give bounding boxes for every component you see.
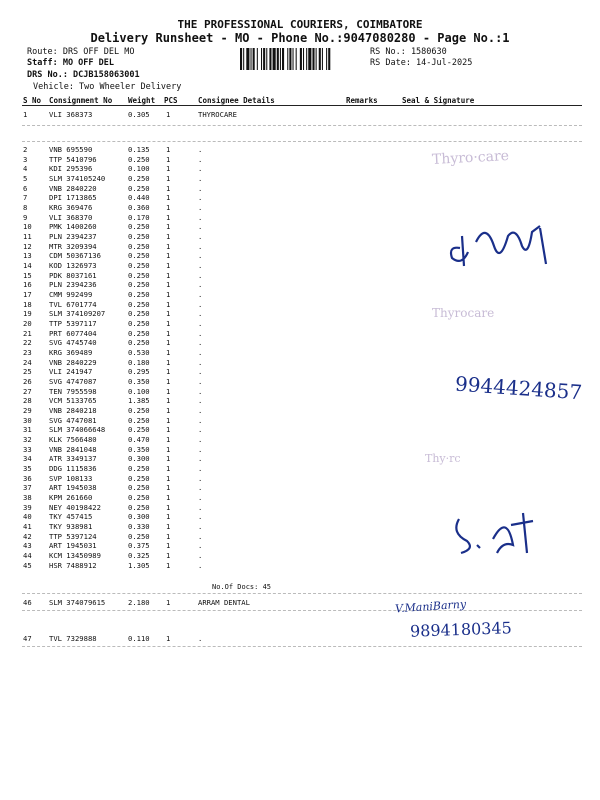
cell-consignment: TVL 7329888 [49,634,97,643]
cell-weight: 0.250 [128,299,150,309]
cell-sno: 30 [23,415,32,425]
cell-consignment: KRG 369489 [49,348,93,358]
cell-pcs: 1 [166,212,171,222]
cell-consignment: ART 1945038 [49,483,97,493]
table-row [0,435,600,444]
cell-weight: 0.250 [128,415,150,425]
cell-sno: 8 [23,203,28,213]
cell-consignee: . [198,531,203,541]
cell-consignee: . [198,203,203,213]
cell-sno: 14 [23,261,32,271]
cell-weight: 0.250 [128,174,150,183]
table-row [0,464,600,473]
cell-pcs: 1 [166,541,171,551]
cell-weight: 0.110 [128,634,150,643]
cell-sno: 25 [23,367,32,377]
cell-sno: 28 [23,396,32,406]
cell-consignee: . [198,454,203,464]
cell-weight: 0.250 [128,406,150,416]
cell-consignee: . [198,560,203,570]
cell-sno: 1 [23,110,28,119]
cell-consignment: SLM 374066648 [49,425,106,435]
cell-weight: 1.305 [128,560,150,570]
cell-weight: 0.300 [128,454,150,464]
table-row [0,164,600,173]
cell-consignment: CMM 992499 [49,290,93,300]
cell-pcs: 1 [166,261,171,271]
cell-weight: 0.250 [128,483,150,493]
cell-sno: 13 [23,251,32,261]
cell-consignment: VLI 368373 [49,110,93,119]
stamp-mark: Thyro·care [431,147,510,169]
cell-consignment: VNB 2840220 [49,183,97,193]
cell-consignment: KOD 1326973 [49,261,97,271]
cell-consignment: VNB 2840218 [49,406,97,416]
rs-number: RS No.: 1580630 [370,47,447,57]
cell-pcs: 1 [166,464,171,474]
cell-sno: 27 [23,386,32,396]
cell-sno: 7 [23,193,28,203]
cell-weight: 0.440 [128,193,150,203]
cell-sno: 18 [23,299,32,309]
cell-pcs: 1 [166,406,171,416]
table-row [0,290,600,299]
row-separator [22,141,582,142]
cell-pcs: 1 [166,396,171,406]
no-of-docs: No.Of Docs: 45 [212,583,272,591]
cell-sno: 37 [23,483,32,493]
cell-pcs: 1 [166,522,171,532]
cell-weight: 0.250 [128,502,150,512]
cell-pcs: 1 [166,348,171,358]
cell-pcs: 1 [166,299,171,309]
cell-consignment: TKY 457415 [49,512,93,522]
table-row [0,474,600,483]
cell-sno: 42 [23,531,32,541]
cell-pcs: 1 [166,164,171,174]
cell-consignee: . [198,241,203,251]
cell-consignee: . [198,280,203,290]
cell-pcs: 1 [166,598,171,607]
cell-consignment: KDI 295396 [49,164,93,174]
table-row [0,203,600,212]
cell-sno: 46 [23,598,32,607]
table-row [0,493,600,502]
cell-consignment: KCM 13450989 [49,551,101,561]
cell-consignment: ATR 3349137 [49,454,97,464]
cell-consignment: TTP 5410796 [49,154,97,164]
cell-sno: 39 [23,502,32,512]
cell-weight: 0.250 [128,154,150,164]
cell-sno: 23 [23,348,32,358]
table-row [0,309,600,318]
cell-consignment: PLN 2394237 [49,232,97,242]
cell-weight: 0.375 [128,541,150,551]
cell-weight: 0.325 [128,551,150,561]
row-separator [22,125,582,126]
handwritten-phone-2: 9894180345 [409,618,513,641]
cell-sno: 10 [23,222,32,232]
cell-consignment: TVL 6701774 [49,299,97,309]
cell-weight: 0.135 [128,145,150,154]
cell-consignment: KLK 7566480 [49,435,97,445]
table-row [0,348,600,357]
cell-weight: 0.530 [128,348,150,358]
cell-pcs: 1 [166,338,171,348]
cell-pcs: 1 [166,502,171,512]
cell-weight: 0.250 [128,241,150,251]
cell-pcs: 1 [166,377,171,387]
cell-sno: 35 [23,464,32,474]
cell-pcs: 1 [166,110,171,119]
cell-pcs: 1 [166,241,171,251]
cell-consignee: . [198,522,203,532]
cell-consignee: . [198,174,203,183]
cell-weight: 0.250 [128,261,150,271]
table-row [0,406,600,415]
cell-sno: 12 [23,241,32,251]
cell-consignee: . [198,415,203,425]
cell-weight: 0.250 [128,464,150,474]
cell-consignee: . [198,338,203,348]
cell-consignee: . [198,377,203,387]
cell-consignee: . [198,154,203,164]
cell-consignment: VLI 368370 [49,212,93,222]
company-title: THE PROFESSIONAL COURIERS, COIMBATORE [177,18,423,31]
cell-pcs: 1 [166,551,171,561]
cell-consignee: . [198,425,203,435]
cell-pcs: 1 [166,435,171,445]
cell-consignment: PDK 8037161 [49,270,97,280]
cell-consignee: . [198,512,203,522]
cell-consignee: . [198,473,203,483]
cell-weight: 0.350 [128,444,150,454]
cell-weight: 0.250 [128,425,150,435]
cell-consignment: SVG 4745740 [49,338,97,348]
cell-sno: 3 [23,154,28,164]
cell-consignment: KPM 261660 [49,493,93,503]
stamp-mark: Thy·rc [425,452,461,465]
cell-sno: 19 [23,309,32,319]
cell-pcs: 1 [166,531,171,541]
cell-weight: 0.250 [128,309,150,319]
cell-consignee: . [198,464,203,474]
barcode [240,48,362,70]
cell-consignee: ARRAM DENTAL [198,598,250,607]
cell-pcs: 1 [166,280,171,290]
cell-consignee: . [198,493,203,503]
col-remarks: Remarks [346,96,378,105]
cell-pcs: 1 [166,232,171,242]
cell-weight: 0.100 [128,386,150,396]
cell-consignee: . [198,328,203,338]
table-row [0,184,600,193]
cell-sno: 24 [23,357,32,367]
cell-consignee: . [198,367,203,377]
table-row [0,483,600,492]
cell-weight: 0.250 [128,232,150,242]
cell-consignee: . [198,357,203,367]
signature-2 [445,505,555,555]
handwritten-signature-46: V.ManiBarny [394,597,467,616]
cell-consignment: CDM 50367136 [49,251,101,261]
table-row [0,193,600,202]
cell-consignment: TTP 5397124 [49,531,97,541]
stamp-mark: Thyrocare [432,306,495,320]
cell-consignee: . [198,251,203,261]
cell-sno: 47 [23,634,32,643]
table-row [0,110,600,119]
cell-weight: 0.250 [128,280,150,290]
cell-consignment: ART 1945031 [49,541,97,551]
table-row [0,445,600,454]
cell-consignment: VCM 5133765 [49,396,97,406]
cell-consignee: . [198,299,203,309]
cell-pcs: 1 [166,634,171,643]
cell-consignee: . [198,164,203,174]
cell-weight: 0.250 [128,270,150,280]
handwritten-phone-1: 9944424857 [454,371,583,405]
cell-weight: 0.305 [128,110,150,119]
cell-consignee: THYROCARE [198,110,237,119]
cell-pcs: 1 [166,193,171,203]
cell-sno: 5 [23,174,28,183]
cell-consignee: . [198,502,203,512]
signature-1 [440,218,580,268]
cell-consignment: SLM 374109207 [49,309,106,319]
cell-consignee: . [198,435,203,445]
staff-label: Staff: MO OFF DEL [27,58,114,68]
cell-pcs: 1 [166,386,171,396]
cell-pcs: 1 [166,319,171,329]
cell-sno: 45 [23,560,32,570]
cell-pcs: 1 [166,473,171,483]
table-row [0,329,600,338]
cell-weight: 0.330 [128,522,150,532]
header-divider [22,105,582,106]
cell-weight: 0.250 [128,319,150,329]
cell-pcs: 1 [166,222,171,232]
cell-sno: 41 [23,522,32,532]
cell-weight: 0.350 [128,377,150,387]
cell-consignee: . [198,261,203,271]
cell-consignee: . [198,183,203,193]
table-row [0,416,600,425]
cell-weight: 0.470 [128,435,150,445]
cell-consignee: . [198,396,203,406]
cell-weight: 0.250 [128,493,150,503]
cell-weight: 0.170 [128,212,150,222]
cell-consignment: SVP 108133 [49,473,93,483]
cell-sno: 31 [23,425,32,435]
cell-pcs: 1 [166,203,171,213]
cell-consignment: PMK 1400260 [49,222,97,232]
table-row [0,425,600,434]
cell-sno: 9 [23,212,28,222]
cell-pcs: 1 [166,512,171,522]
table-row [0,280,600,289]
col-weight: Weight [128,96,156,105]
cell-weight: 2.180 [128,598,150,607]
table-row [0,271,600,280]
cell-consignee: . [198,145,203,154]
cell-pcs: 1 [166,290,171,300]
cell-consignment: TTP 5397117 [49,319,97,329]
cell-weight: 0.250 [128,328,150,338]
table-row [0,145,600,154]
cell-consignee: . [198,270,203,280]
cell-pcs: 1 [166,309,171,319]
cell-consignee: . [198,444,203,454]
cell-consignment: SVG 4747087 [49,377,97,387]
cell-sno: 29 [23,406,32,416]
cell-consignee: . [198,483,203,493]
cell-consignee: . [198,348,203,358]
cell-consignee: . [198,319,203,329]
cell-sno: 11 [23,232,32,242]
cell-sno: 17 [23,290,32,300]
cell-consignment: HSR 7488912 [49,560,97,570]
col-consignment: Consignment No [49,96,113,105]
row-separator [22,593,582,594]
cell-sno: 43 [23,541,32,551]
cell-sno: 38 [23,493,32,503]
route-label: Route: DRS OFF DEL MO [27,47,135,57]
cell-pcs: 1 [166,328,171,338]
cell-consignee: . [198,309,203,319]
table-row [0,174,600,183]
cell-sno: 21 [23,328,32,338]
cell-weight: 1.385 [128,396,150,406]
cell-pcs: 1 [166,357,171,367]
cell-consignee: . [198,541,203,551]
cell-pcs: 1 [166,270,171,280]
cell-pcs: 1 [166,483,171,493]
cell-sno: 32 [23,435,32,445]
cell-sno: 15 [23,270,32,280]
cell-sno: 16 [23,280,32,290]
cell-weight: 0.250 [128,183,150,193]
cell-pcs: 1 [166,154,171,164]
cell-pcs: 1 [166,425,171,435]
cell-consignment: MTR 3209394 [49,241,97,251]
cell-pcs: 1 [166,183,171,193]
table-row [0,338,600,347]
cell-consignment: DDG 1115836 [49,464,97,474]
col-pcs: PCS [164,96,178,105]
cell-sno: 36 [23,473,32,483]
cell-pcs: 1 [166,174,171,183]
cell-sno: 26 [23,377,32,387]
cell-sno: 40 [23,512,32,522]
cell-weight: 0.100 [128,164,150,174]
cell-consignee: . [198,193,203,203]
cell-weight: 0.180 [128,357,150,367]
cell-consignment: VLI 241947 [49,367,93,377]
cell-sno: 20 [23,319,32,329]
cell-weight: 0.250 [128,473,150,483]
cell-weight: 0.250 [128,222,150,232]
table-row [0,319,600,328]
cell-weight: 0.300 [128,512,150,522]
cell-pcs: 1 [166,415,171,425]
cell-consignment: SVG 4747081 [49,415,97,425]
cell-consignee: . [198,290,203,300]
cell-consignee: . [198,406,203,416]
cell-weight: 0.250 [128,251,150,261]
cell-consignment: TEN 7955598 [49,386,97,396]
col-consignee: Consignee Details [198,96,275,105]
cell-sno: 6 [23,183,28,193]
cell-consignee: . [198,634,203,643]
cell-pcs: 1 [166,367,171,377]
cell-weight: 0.250 [128,531,150,541]
table-row [0,358,600,367]
cell-consignment: SLM 374079615 [49,598,106,607]
cell-pcs: 1 [166,251,171,261]
cell-pcs: 1 [166,560,171,570]
cell-consignment: VNB 695590 [49,145,93,154]
cell-weight: 0.360 [128,203,150,213]
cell-sno: 22 [23,338,32,348]
row-separator [22,610,582,611]
cell-sno: 34 [23,454,32,464]
cell-consignment: VNB 2840229 [49,357,97,367]
table-row [0,454,600,463]
row-separator [22,646,582,647]
cell-weight: 0.250 [128,290,150,300]
cell-sno: 33 [23,444,32,454]
vehicle-label: Vehicle: Two Wheeler Delivery [33,82,182,92]
cell-weight: 0.250 [128,338,150,348]
runsheet-subtitle: Delivery Runsheet - MO - Phone No.:9047080280 - Page No.:1 [90,31,510,45]
cell-consignment: NEY 40198422 [49,502,101,512]
cell-consignee: . [198,386,203,396]
cell-consignment: DPI 1713865 [49,193,97,203]
cell-pcs: 1 [166,454,171,464]
table-row [0,300,600,309]
cell-consignment: SLM 374105240 [49,174,106,183]
cell-pcs: 1 [166,444,171,454]
cell-consignment: VNB 2841048 [49,444,97,454]
col-sno: S No [23,96,42,105]
cell-consignee: . [198,222,203,232]
cell-consignee: . [198,551,203,561]
table-row [0,598,600,607]
cell-sno: 4 [23,164,28,174]
cell-consignee: . [198,212,203,222]
cell-consignment: KRG 369476 [49,203,93,213]
drs-number: DRS No.: DCJB158063001 [27,70,140,80]
cell-consignment: PRT 6077404 [49,328,97,338]
cell-sno: 44 [23,551,32,561]
cell-weight: 0.295 [128,367,150,377]
cell-pcs: 1 [166,145,171,154]
cell-pcs: 1 [166,493,171,503]
cell-consignee: . [198,232,203,242]
rs-date: RS Date: 14-Jul-2025 [370,58,473,68]
cell-consignment: TKY 938981 [49,522,93,532]
col-seal-signature: Seal & Signature [402,96,475,105]
table-row [0,155,600,164]
cell-consignment: PLN 2394236 [49,280,97,290]
cell-sno: 2 [23,145,28,154]
table-row [0,561,600,570]
